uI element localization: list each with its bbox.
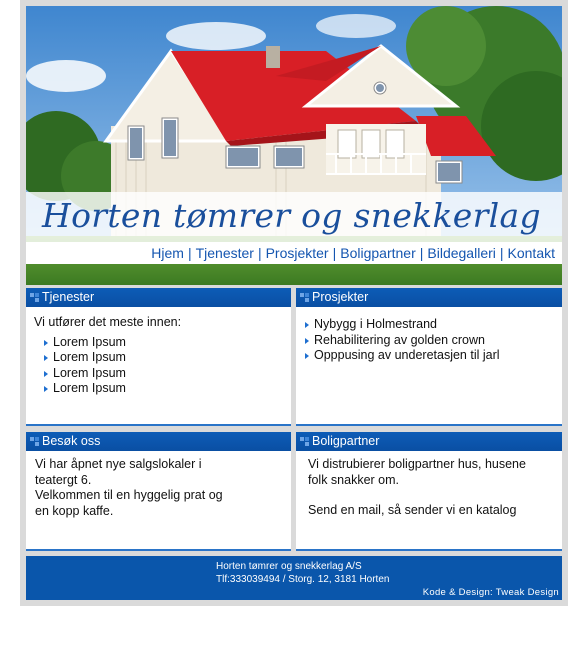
tjenester-intro: Vi utfører det meste innen:	[34, 315, 182, 329]
nav-separator: |	[332, 245, 337, 261]
boligpartner-heading: Boligpartner	[312, 434, 380, 448]
header-banner	[26, 6, 562, 285]
nav-separator: |	[499, 245, 504, 261]
footer	[26, 556, 562, 600]
heading-square-icon	[300, 293, 309, 302]
prosjekter-box	[296, 288, 562, 426]
nav-link-prosjekter[interactable]: Prosjekter	[265, 245, 329, 261]
nav-separator: |	[419, 245, 424, 261]
besok-text-line: Vi har åpnet nye salgslokaler i	[35, 457, 202, 471]
list-item[interactable]: Lorem Ipsum	[43, 350, 283, 366]
nav-link-kontakt[interactable]: Kontakt	[507, 245, 555, 261]
nav-link-bildegalleri[interactable]: Bildegalleri	[427, 245, 496, 261]
box-heading	[296, 432, 562, 451]
box-divider	[26, 549, 291, 551]
footer-company: Horten tømrer og snekkerlag A/S	[216, 561, 362, 572]
list-item[interactable]: Nybygg i Holmestrand	[304, 317, 554, 333]
boligpartner-text-line: Vi distrubierer boligpartner hus, husene	[308, 457, 526, 471]
main-navigation	[26, 242, 562, 264]
box-divider	[26, 424, 291, 426]
boligpartner-mail-text: Send en mail, så sender vi en katalog	[308, 503, 517, 517]
nav-link-boligpartner[interactable]: Boligpartner	[340, 245, 416, 261]
besok-text-line: en kopp kaffe.	[35, 503, 114, 518]
nav-link-hjem[interactable]: Hjem	[151, 245, 184, 261]
box-heading	[26, 432, 291, 451]
box-divider	[296, 424, 562, 426]
list-item[interactable]: Opppusing av underetasjen til jarl	[304, 348, 554, 364]
heading-square-icon	[30, 293, 39, 302]
tjenester-list	[43, 335, 283, 397]
prosjekter-list	[304, 317, 554, 364]
box-divider	[296, 549, 562, 551]
list-item[interactable]: Lorem Ipsum	[43, 366, 283, 382]
box-heading	[296, 288, 562, 307]
heading-square-icon	[30, 437, 39, 446]
besok-heading: Besøk oss	[42, 434, 101, 448]
heading-square-icon	[300, 437, 309, 446]
tjenester-box	[26, 288, 291, 426]
boligpartner-box	[296, 432, 562, 551]
boligpartner-text-line: folk snakker om.	[308, 472, 400, 487]
footer-credit-link[interactable]: Kode & Design: Tweak Design	[422, 587, 559, 598]
list-item[interactable]: Rehabilitering av golden crown	[304, 333, 554, 349]
nav-separator: |	[257, 245, 262, 261]
list-item[interactable]: Lorem Ipsum	[43, 381, 283, 397]
list-item[interactable]: Lorem Ipsum	[43, 335, 283, 351]
nav-link-tjenester[interactable]: Tjenester	[195, 245, 254, 261]
nav-separator: |	[187, 245, 192, 261]
prosjekter-heading: Prosjekter	[312, 290, 369, 304]
tjenester-heading: Tjenester	[42, 290, 95, 304]
box-heading	[26, 288, 291, 307]
besok-text-line: Velkommen til en hyggelig prat og	[35, 488, 223, 502]
site-title: Horten tømrer og snekkerlag	[42, 196, 541, 235]
footer-contact: Tlf:333039494 / Storg. 12, 3181 Horten	[216, 574, 390, 585]
besok-text-line: teatergt 6.	[35, 472, 92, 487]
besok-box	[26, 432, 291, 551]
